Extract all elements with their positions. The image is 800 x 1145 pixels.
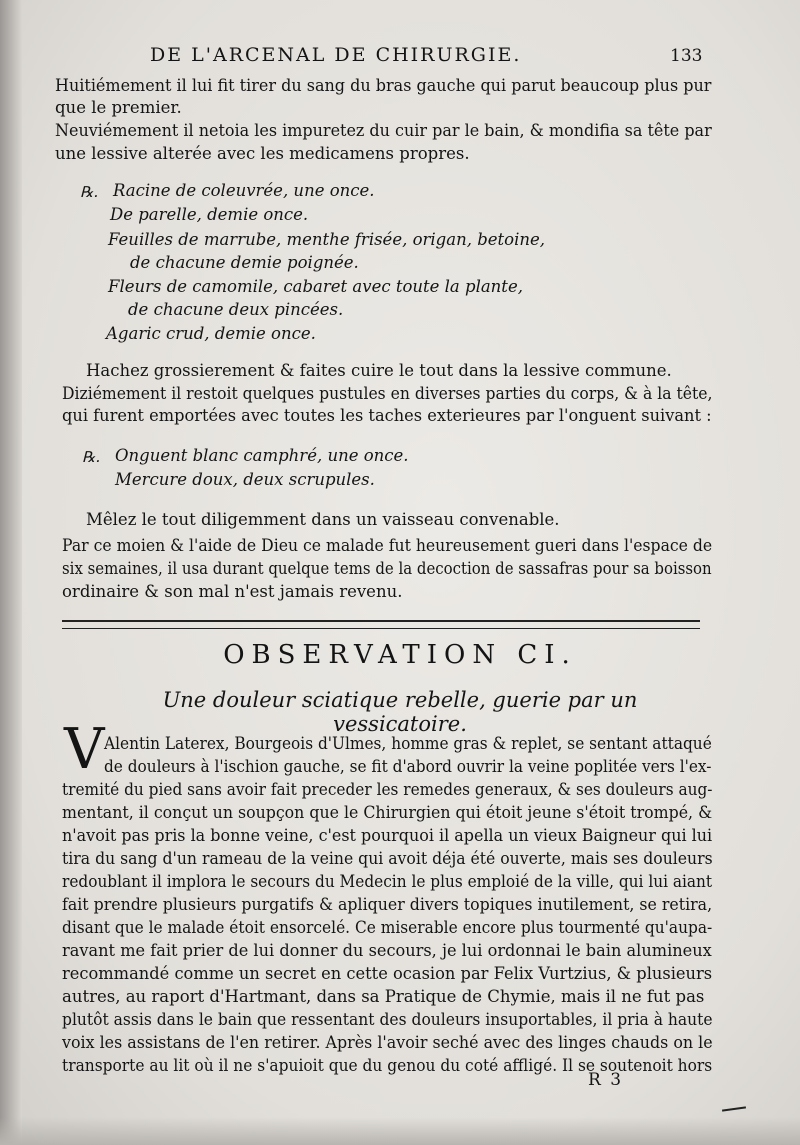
drop-cap: V — [64, 717, 105, 782]
text-line: de douleurs à l'ischion gauche, se fit d'abord ouvrir la veine poplitée vers l'ex- — [104, 757, 712, 776]
recipe-line: de chacune demie poignée. — [130, 253, 359, 272]
page-number: 133 — [670, 46, 703, 66]
recipe-line: de chacune deux pincées. — [128, 300, 344, 319]
recipe-line: Fleurs de camomile, cabaret avec toute la plante, — [108, 277, 523, 296]
text-line: tremité du pied sans avoir fait preceder les remedes generaux, & ses douleurs aug- — [62, 780, 713, 799]
text-line: que le premier. — [55, 98, 182, 117]
recipe-line: De parelle, demie once. — [110, 205, 309, 224]
observation-subtitle: Une douleur sciatique rebelle, guerie par un vessicatoire. — [162, 688, 638, 736]
text-line: autres, au raport d'Hartmant, dans sa Pratique de Chymie, mais il ne fut pas — [62, 987, 705, 1006]
text-line: tira du sang d'un rameau de la veine qui avoit déja été ouverte, mais ses douleurs — [62, 849, 713, 868]
recipe-line: Feuilles de marrube, menthe frisée, origan, betoine, — [108, 230, 546, 249]
recipe-line: Racine de coleuvrée, une once. — [113, 181, 375, 200]
recipe-line: Mercure doux, deux scrupules. — [115, 470, 375, 489]
text-line: Diziémement il restoit quelques pustules en diverses parties du corps, & à la tête, — [62, 384, 713, 403]
text-line: redoublant il implora le secours du Medecin le plus emploié de la ville, qui lui aiant — [62, 872, 713, 891]
signature-mark: R 3 — [588, 1070, 624, 1090]
text-line: transporte au lit où il ne s'apuioit que du genou du coté affligé. Il se soutenoit hors — [62, 1056, 713, 1075]
section-divider — [62, 620, 700, 629]
text-line: une lessive alterée avec les medicamens propres. — [55, 144, 470, 163]
text-line: ordinaire & son mal n'est jamais revenu. — [62, 582, 403, 601]
text-line: Mêlez le tout diligemment dans un vaisseau convenable. — [86, 510, 560, 529]
text-line: mentant, il conçut un soupçon que le Chirurgien qui étoit jeune s'étoit trompé, & — [62, 803, 713, 822]
recipe-symbol: ℞. — [80, 183, 99, 201]
text-line: voix les assistans de l'en retirer. Après l'avoir seché avec des linges chauds on le — [62, 1033, 713, 1052]
observation-title: OBSERVATION CI. — [223, 640, 577, 670]
text-line: plutôt assis dans le bain que ressentant des douleurs insuportables, il pria à haute — [62, 1010, 713, 1029]
running-title: DE L'ARCENAL DE CHIRURGIE. — [150, 44, 522, 66]
recipe-line: Onguent blanc camphré, une once. — [115, 446, 409, 465]
text-line: Alentin Laterex, Bourgeois d'Ulmes, homme gras & replet, se sentant attaqué — [104, 734, 712, 753]
text-line: fait prendre plusieurs purgatifs & apliquer divers topiques inutilement, se retira, — [62, 895, 713, 914]
text-line: ravant me fait prier de lui donner du secours, je lui ordonnai le bain alumineux — [62, 941, 712, 960]
text-line: Hachez grossierement & faites cuire le tout dans la lessive commune. — [86, 361, 672, 380]
ink-mark — [722, 1106, 746, 1111]
text-line: six semaines, il usa durant quelque tems de la decoction de sassafras pour sa boisson — [62, 559, 712, 578]
text-line: n'avoit pas pris la bonne veine, c'est pourquoi il apella un vieux Baigneur qui lui — [62, 826, 713, 845]
text-line: recommandé comme un secret en cette ocasion par Felix Vurtzius, & plusieurs — [62, 964, 713, 983]
bottom-shadow — [0, 1117, 800, 1145]
text-line: qui furent emportées avec toutes les taches exterieures par l'onguent suivant : — [62, 406, 712, 425]
text-line: Par ce moien & l'aide de Dieu ce malade fut heureusement gueri dans l'espace de — [62, 536, 713, 555]
gutter-shadow — [0, 0, 22, 1145]
text-line: Huitiémement il lui fit tirer du sang du bras gauche qui parut beaucoup plus pur — [55, 76, 712, 95]
recipe-symbol: ℞. — [82, 448, 101, 466]
text-line: disant que le malade étoit ensorcelé. Ce miserable encore plus tourmenté qu'aupa- — [62, 918, 713, 937]
text-line: Neuviémement il netoia les impuretez du cuir par le bain, & mondifia sa tête par — [55, 121, 712, 140]
recipe-line: Agaric crud, demie once. — [106, 324, 316, 343]
